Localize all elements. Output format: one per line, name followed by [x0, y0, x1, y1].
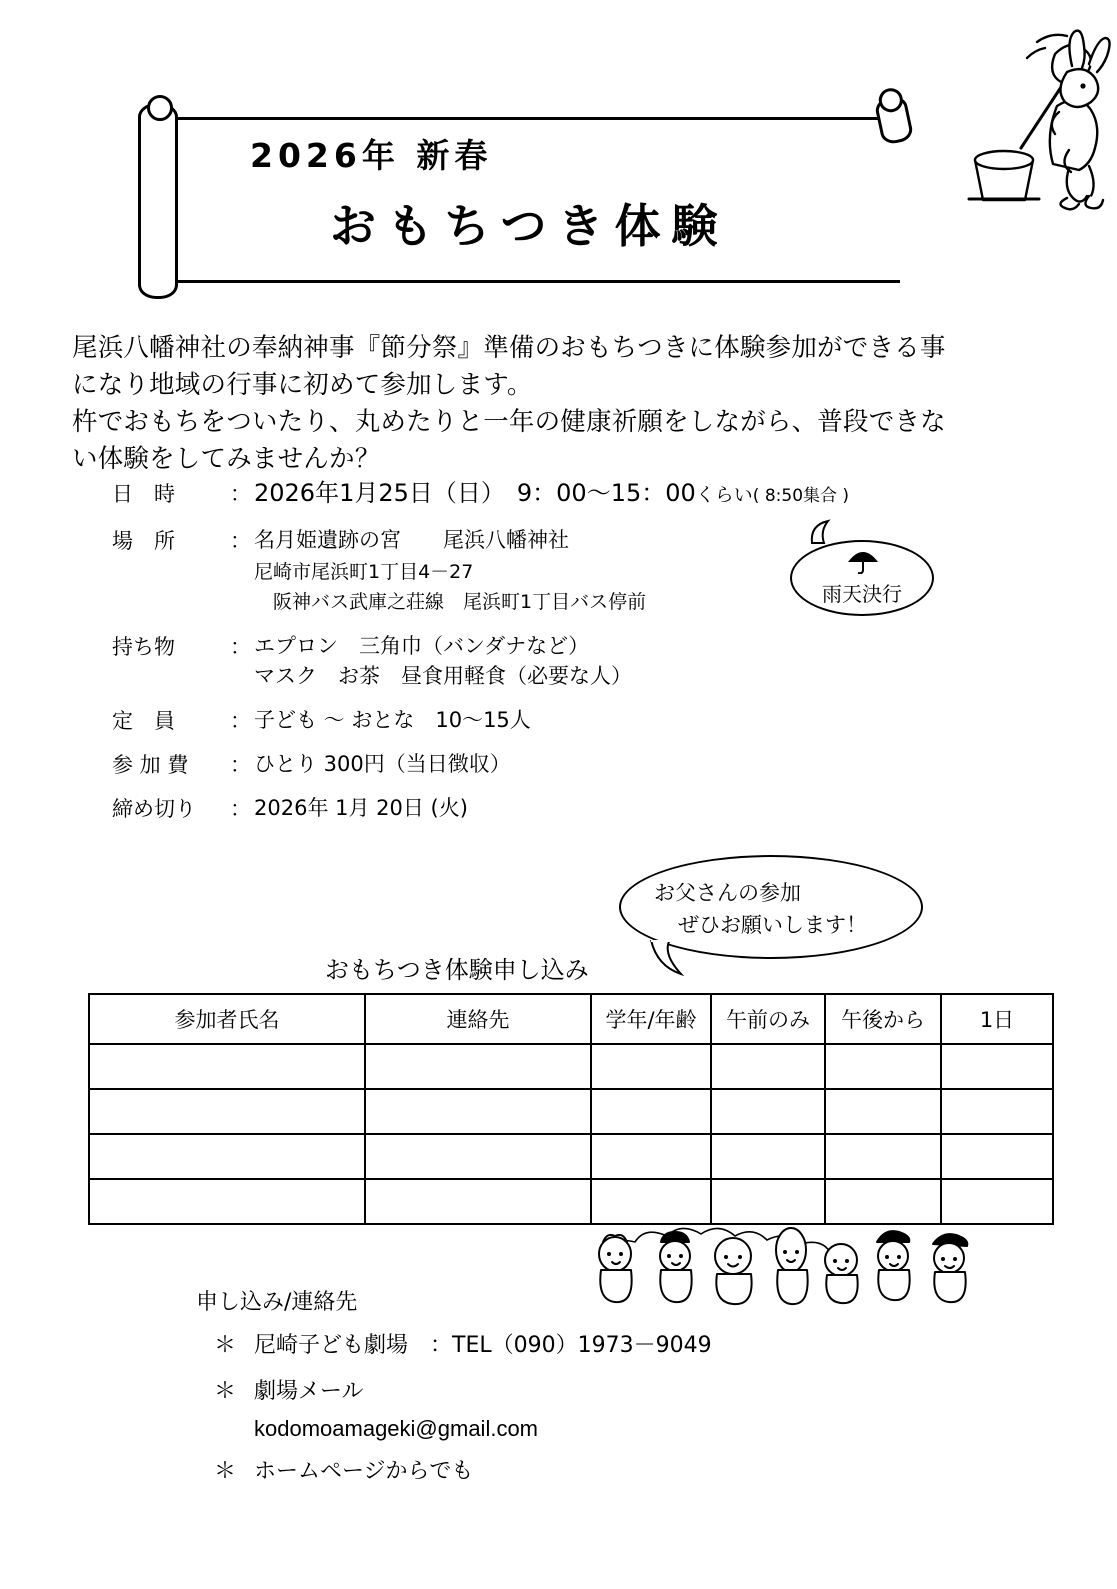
table-cell-grade-age[interactable] [591, 1089, 711, 1134]
contact-phone-text: 尼崎子ども劇場 ：TEL（090）1973－9049 [254, 1333, 712, 1358]
table-header-afternoon: 午後から [825, 994, 941, 1044]
dad-bubble-tail [645, 940, 689, 980]
contact-item-website [196, 1456, 712, 1488]
detail-datetime-suffix: くらい [695, 484, 753, 506]
detail-label-deadline: 締め切り [112, 797, 196, 821]
table-cell-name[interactable] [89, 1044, 365, 1089]
scroll-roll-left-icon [138, 103, 178, 299]
table-header-name: 参加者氏名 [89, 994, 365, 1044]
banner-title: おもちつき体験 [330, 199, 729, 253]
detail-value-datetime [254, 478, 849, 511]
contact-item-mail-label [196, 1376, 712, 1408]
table-cell-morning-only[interactable] [711, 1134, 825, 1179]
table-cell-fullday[interactable] [941, 1134, 1053, 1179]
detail-bring-line1: エプロン 三角巾（バンダナなど） [254, 634, 590, 658]
detail-row-fee [112, 749, 932, 779]
table-cell-contact[interactable] [365, 1044, 591, 1089]
table-cell-morning-only[interactable] [711, 1089, 825, 1134]
umbrella-icon [846, 546, 880, 574]
detail-label-place: 場 所 [112, 529, 196, 553]
detail-colon-deadline: ： [230, 797, 251, 821]
dad-request-line2: ぜひお願いします！ [678, 913, 867, 937]
bullet-star-icon: ＊ [213, 1333, 236, 1358]
detail-value-bring [254, 631, 632, 691]
table-header-fullday: 1日 [941, 994, 1053, 1044]
table-cell-grade-age[interactable] [591, 1134, 711, 1179]
table-cell-contact[interactable] [365, 1179, 591, 1224]
table-cell-afternoon[interactable] [825, 1089, 941, 1134]
table-cell-name[interactable] [89, 1179, 365, 1224]
table-cell-grade-age[interactable] [591, 1044, 711, 1089]
detail-value-fee: ひとり 300円（当日徴収） [254, 752, 511, 776]
detail-row-capacity [112, 705, 932, 735]
table-cell-contact[interactable] [365, 1089, 591, 1134]
bullet-star-icon: ＊ [213, 1379, 236, 1404]
detail-colon-fee: ： [230, 753, 251, 777]
detail-colon-bring: ： [230, 635, 251, 659]
table-header-morning-only: 午前のみ [711, 994, 825, 1044]
detail-datetime-note: ( 8:50集合 ) [752, 486, 850, 506]
detail-place-bus: 阪神バス武庫之荘線 尾浜町1丁目バス停前 [254, 591, 647, 613]
detail-place-address: 尼崎市尾浜町1丁目4－27 [254, 561, 474, 583]
intro-line-4: い体験をしてみませんか？ [72, 444, 381, 474]
scroll-banner [130, 95, 920, 300]
contact-mail-address[interactable]: kodomoamageki@gmail.com [254, 1416, 539, 1441]
table-cell-afternoon[interactable] [825, 1134, 941, 1179]
table-header-row [89, 994, 1053, 1044]
signup-table [88, 993, 1054, 1225]
table-cell-afternoon[interactable] [825, 1044, 941, 1089]
detail-bring-line2: マスク お茶 昼食用軽食（必要な人） [254, 664, 632, 688]
detail-label-bring: 持ち物 [112, 635, 196, 659]
table-cell-contact[interactable] [365, 1134, 591, 1179]
contact-item-phone [196, 1330, 712, 1362]
detail-value-deadline: 2026年 1月 20日 (火) [254, 796, 468, 820]
detail-row-bring [112, 631, 932, 691]
detail-datetime-main: 2026年1月25日（日） 9：00～15：00 [254, 479, 696, 507]
table-row[interactable] [89, 1134, 1053, 1179]
intro-line-1: 尾浜八幡神社の奉納神事『節分祭』準備のおもちつきに体験参加ができる事 [72, 333, 946, 363]
table-cell-name[interactable] [89, 1089, 365, 1134]
detail-colon-datetime: ： [230, 482, 251, 506]
table-header-contact: 連絡先 [365, 994, 591, 1044]
contact-mail-label: 劇場メール [254, 1379, 364, 1404]
signup-form-title: おもちつき体験申し込み [325, 956, 589, 984]
detail-row-deadline [112, 793, 932, 823]
detail-colon-capacity: ： [230, 709, 251, 733]
detail-value-place [254, 525, 646, 617]
table-row[interactable] [89, 1044, 1053, 1089]
rain-notice-bubble [790, 540, 934, 616]
intro-paragraph [72, 330, 1032, 478]
detail-label-capacity: 定 員 [112, 709, 196, 733]
detail-place-main: 名月姫遺跡の宮 尾浜八幡神社 [254, 528, 569, 552]
detail-row-datetime [112, 478, 932, 511]
rain-notice-text: 雨天決行 [822, 582, 902, 606]
table-row[interactable] [89, 1089, 1053, 1134]
table-cell-fullday[interactable] [941, 1089, 1053, 1134]
table-cell-morning-only[interactable] [711, 1044, 825, 1089]
detail-label-datetime: 日 時 [112, 482, 196, 506]
banner-year: 2026年 新春 [250, 136, 493, 175]
table-cell-fullday[interactable] [941, 1044, 1053, 1089]
contact-block [196, 1285, 712, 1502]
rain-bubble-tail [806, 519, 832, 545]
intro-line-3: 杵でおもちをついたり、丸めたりと一年の健康祈願をしながら、普段できな [72, 407, 946, 437]
detail-label-fee: 参 加 費 [112, 753, 189, 777]
intro-line-2: になり地域の行事に初めて参加します。 [72, 370, 533, 400]
detail-value-capacity: 子ども ～ おとな 10～15人 [254, 708, 531, 732]
rabbit-mochi-illustration [917, 20, 1117, 215]
bullet-star-icon: ＊ [213, 1459, 236, 1484]
table-cell-name[interactable] [89, 1134, 365, 1179]
detail-colon-place: ： [230, 529, 251, 553]
contact-heading: 申し込み/連絡先 [196, 1290, 358, 1315]
table-header-grade-age: 学年/年齢 [591, 994, 711, 1044]
dad-request-line1: お父さんの参加 [654, 881, 801, 905]
contact-website-text: ホームページからでも [254, 1459, 474, 1484]
